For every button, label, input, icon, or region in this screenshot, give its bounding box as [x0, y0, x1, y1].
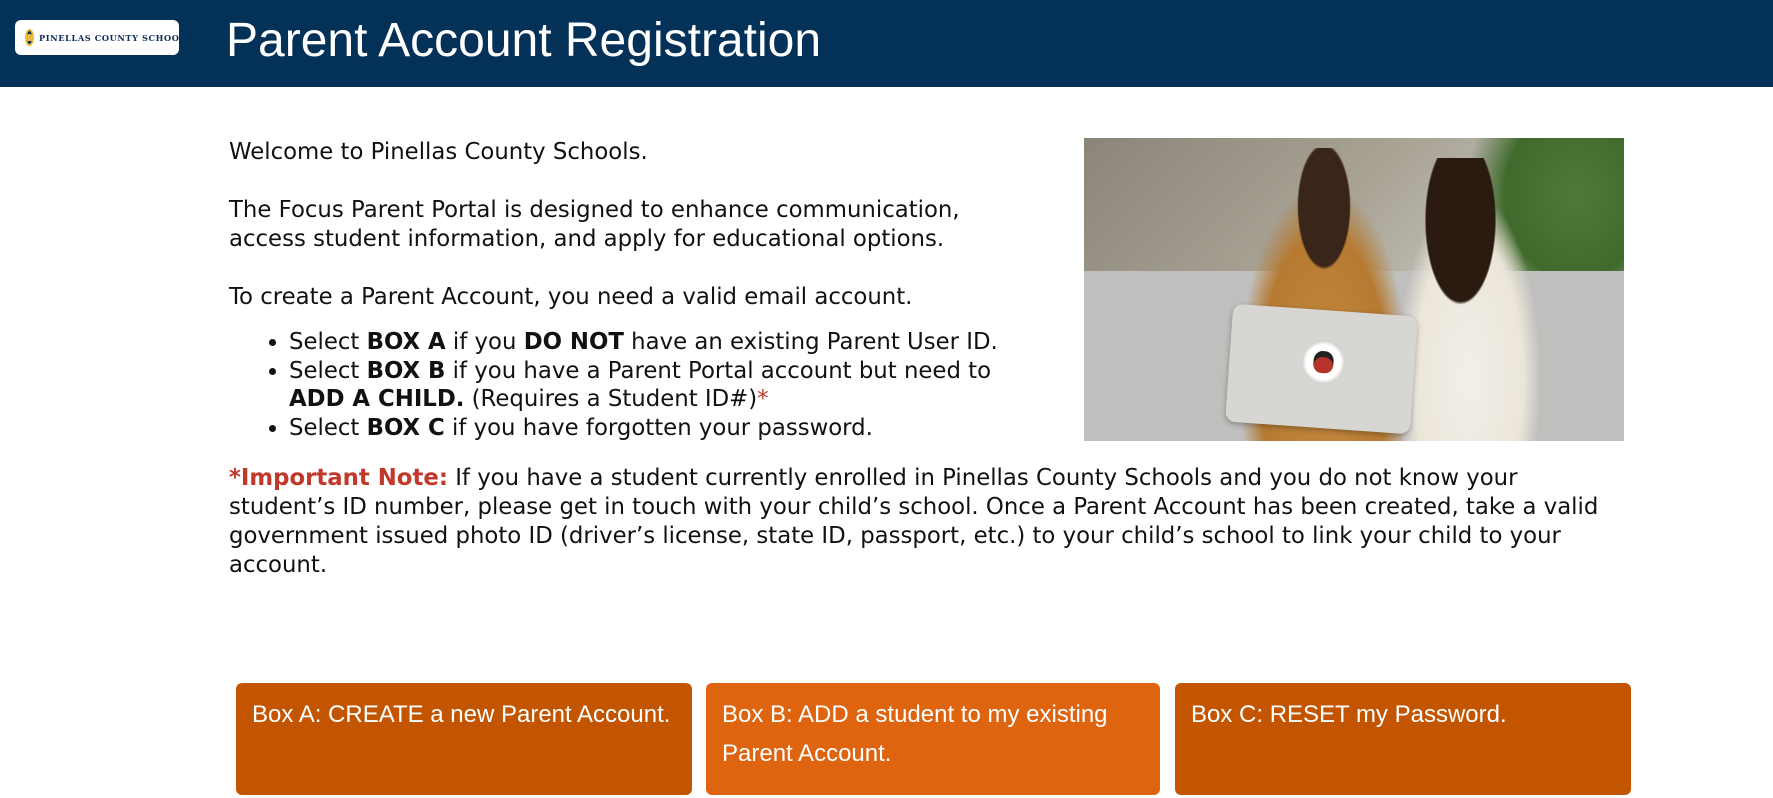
- bullet-b-emphasis: ADD A CHILD.: [289, 386, 465, 412]
- portal-line-1: The Focus Parent Portal is designed to enhance communication,: [229, 197, 960, 223]
- bullet-a-emphasis: DO NOT: [523, 329, 624, 355]
- list-item-box-b: [289, 357, 1059, 414]
- action-boxes: [236, 683, 1631, 795]
- portal-line-2: access student information, and apply for educational options.: [229, 226, 945, 252]
- bullet-a-pre: Select: [289, 329, 367, 355]
- important-note-text: If you have a student currently enrolled in Pinellas County Schools and you do not know your student’s ID number, please get in touch with your child’s school. Once a Parent Account has been created, take a valid government issued photo ID (driver’s license, state ID, passport, etc.) to your child’s school to link your child to your account.: [229, 465, 1599, 578]
- bullet-c-pre: Select: [289, 414, 367, 441]
- bullet-a-box: BOX A: [366, 329, 446, 355]
- district-seal-icon: [25, 29, 34, 46]
- bullet-b-post: (Requires a Student ID#): [464, 386, 758, 412]
- bullet-c-post: if you have forgotten your password.: [444, 414, 873, 441]
- family-laptop-photo: [1084, 138, 1624, 441]
- important-note-label: *Important Note:: [229, 465, 448, 491]
- bullet-b-box: BOX B: [366, 357, 446, 384]
- bullet-b-pre: Select: [289, 357, 367, 384]
- bullet-b-mid: if you have a Parent Portal account but need to: [445, 357, 992, 384]
- required-star: *: [757, 386, 769, 412]
- page-title: Parent Account Registration: [226, 14, 822, 67]
- intro-section: [229, 138, 1059, 442]
- box-instructions-list: [289, 328, 1059, 442]
- laptop-shape: [1225, 304, 1418, 435]
- portal-description: [229, 196, 1059, 254]
- bullet-a-mid: if you: [445, 329, 524, 355]
- list-item-box-c: [289, 414, 1059, 443]
- box-b-add-student-button[interactable]: Box B: ADD a student to my existing Parent Account.: [706, 683, 1160, 795]
- welcome-text: Welcome to Pinellas County Schools.: [229, 139, 648, 165]
- pinellas-logo[interactable]: [15, 20, 193, 55]
- box-c-reset-password-button[interactable]: Box C: RESET my Password.: [1175, 683, 1631, 795]
- important-note: [229, 464, 1624, 580]
- header-bar: [0, 0, 1773, 87]
- bullet-c-box: BOX C: [366, 414, 445, 441]
- list-item-box-a: [289, 328, 1059, 357]
- bullet-a-post: have an existing Parent User ID.: [623, 329, 998, 355]
- create-account-text: To create a Parent Account, you need a valid email account.: [229, 284, 913, 310]
- box-a-create-account-button[interactable]: Box A: CREATE a new Parent Account.: [236, 683, 692, 795]
- owl-mascot-icon: [1302, 341, 1345, 384]
- logo-text: PINELLAS COUNTY SCHOOLS: [39, 32, 193, 43]
